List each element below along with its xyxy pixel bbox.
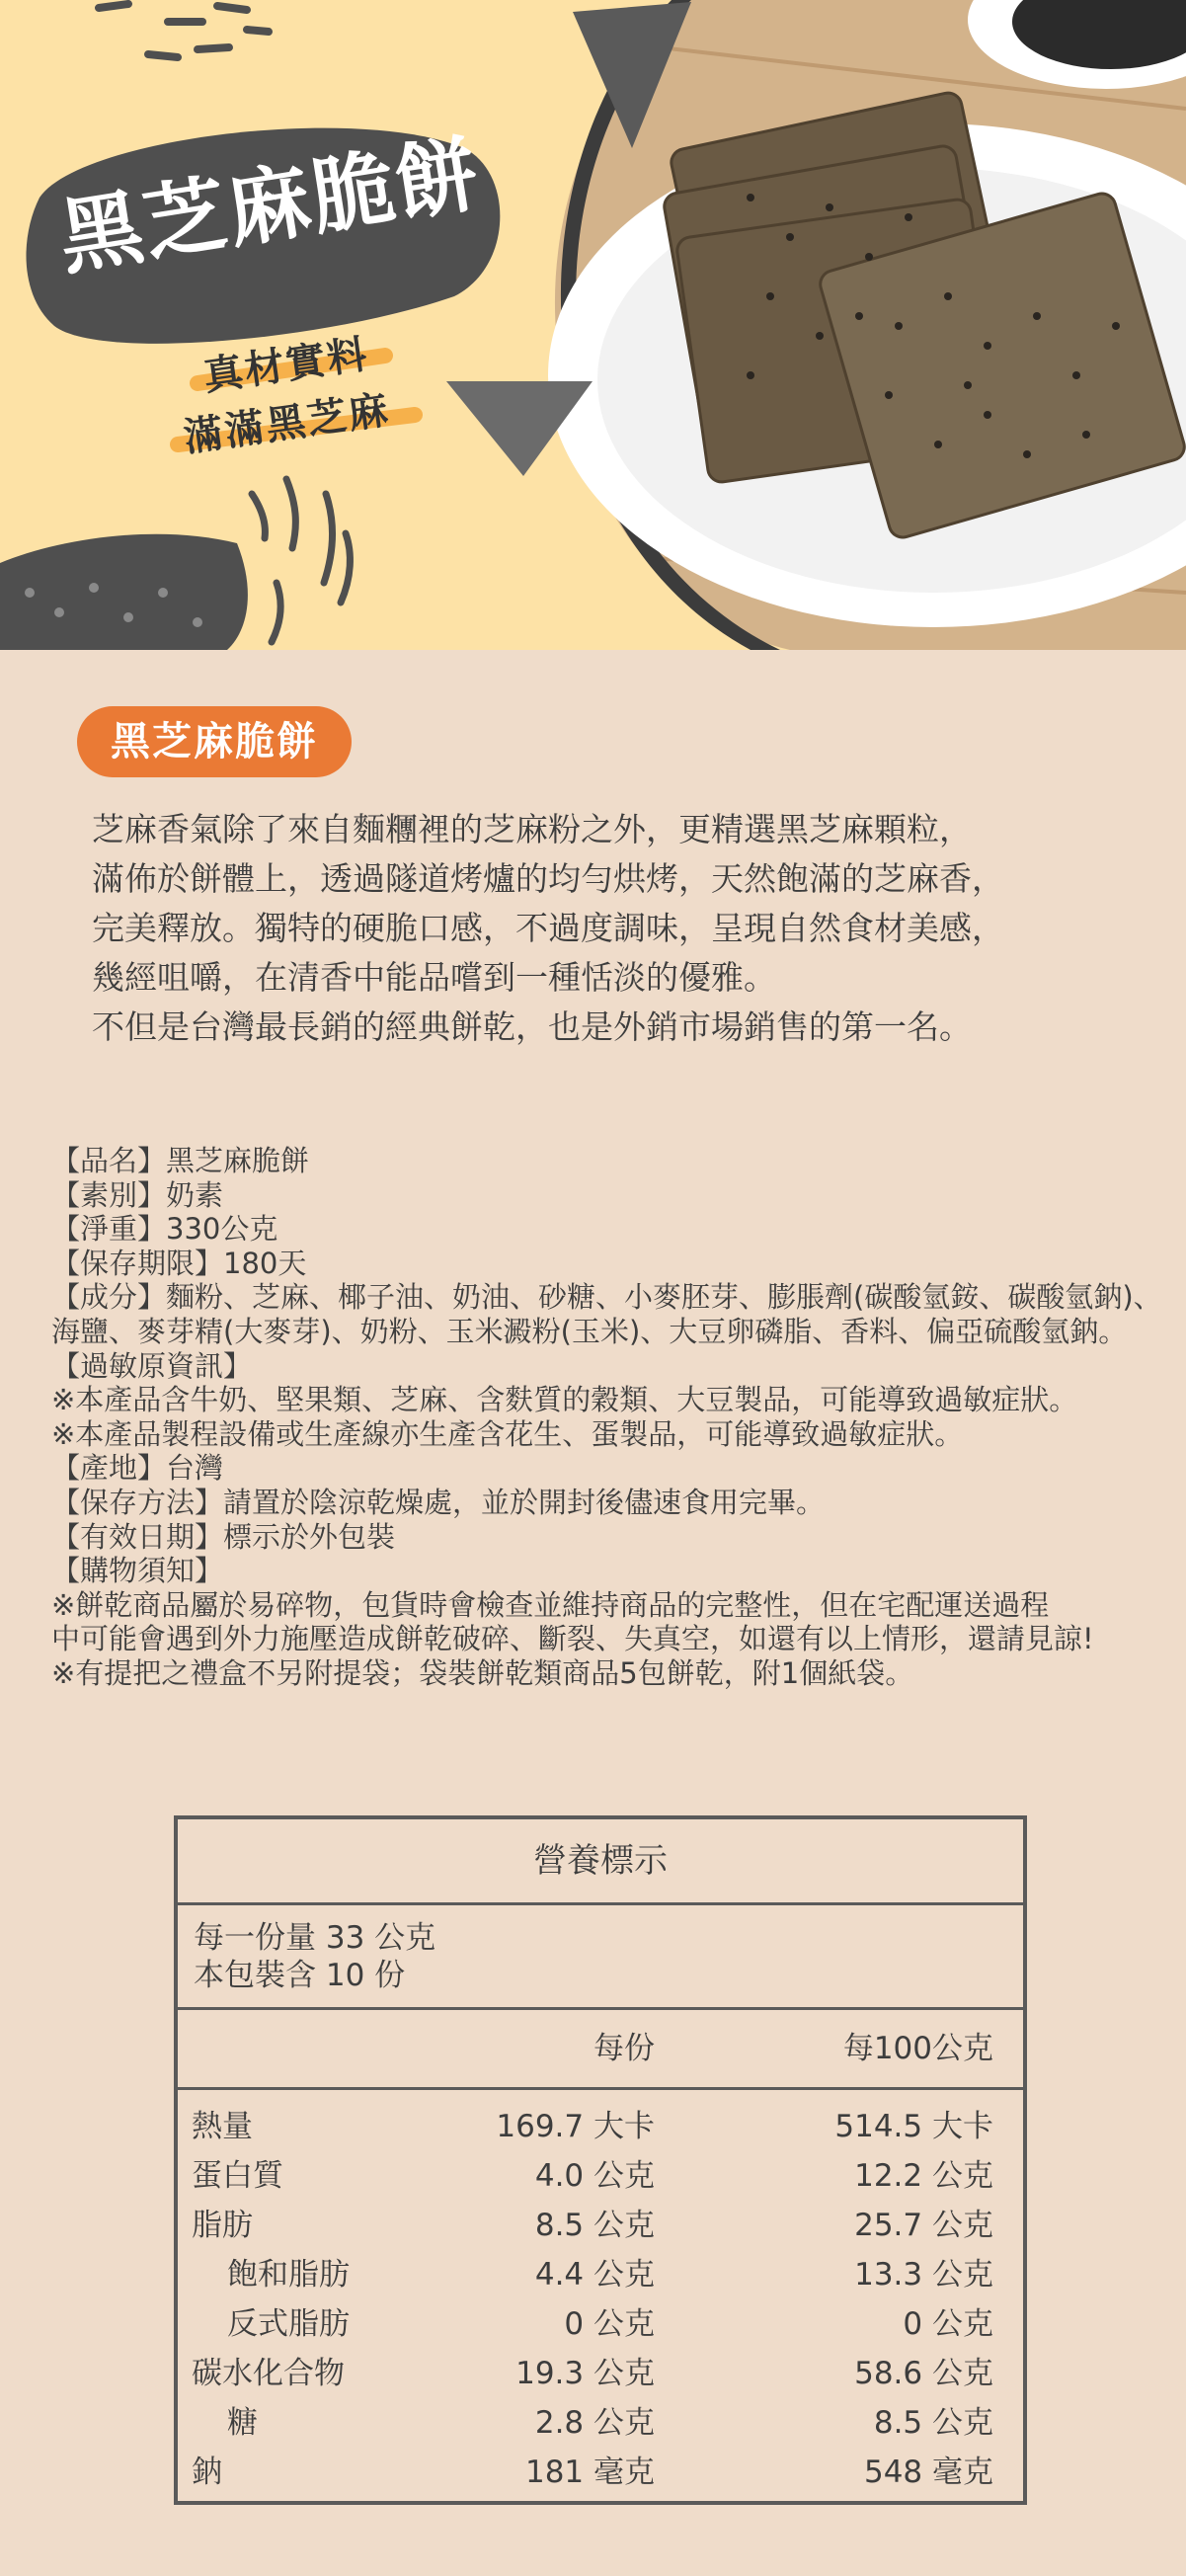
value-per-100g: 514.5 大卡 (834, 2109, 993, 2144)
nutrition-row (178, 2102, 1023, 2151)
col-per-serving: 每份 (593, 2031, 655, 2066)
nutrition-row (178, 2250, 1023, 2299)
nutrition-row (178, 2201, 1023, 2250)
hero-title: 黑芝麻脆餅 (52, 124, 488, 287)
nutrient-name: 飽和脂肪 (227, 2257, 350, 2293)
nutrition-row (178, 2349, 1023, 2398)
hero-tagline-1: 真材實料 (200, 331, 372, 400)
nutrient-name: 熱量 (192, 2109, 253, 2144)
description-line: 滿佈於餅體上，透過隧道烤爐的均勻烘烤，天然飽滿的芝麻香， (92, 859, 1004, 898)
nutrition-row (178, 2151, 1023, 2201)
servings-per-pack: 本包裝含 10 份 (194, 1958, 406, 1993)
hero-illustration (0, 0, 1186, 650)
value-per-serving: 0 公克 (564, 2306, 655, 2342)
nutrition-rows (178, 2090, 1023, 2497)
hero-banner (0, 0, 1186, 650)
value-per-serving: 4.0 公克 (534, 2158, 655, 2194)
serving-size: 每一份量 33 公克 (194, 1920, 436, 1956)
info-line: 海鹽、麥芽精(大麥芽)、奶粉、玉米澱粉(玉米)、大豆卵磷脂、香料、偏亞硫酸氫鈉。 (51, 1314, 1128, 1348)
description-line: 完美釋放。獨特的硬脆口感，不過度調味，呈現自然食材美感， (92, 909, 1004, 947)
info-line: 【過敏原資訊】 (51, 1348, 253, 1383)
nutrition-serving-info (178, 1905, 1023, 2010)
info-line: 中可能會遇到外力施壓造成餅乾破碎、斷裂、失真空，如還有以上情形，還請見諒! (51, 1622, 1094, 1656)
info-line: 【購物須知】 (51, 1554, 224, 1588)
info-line: ※本產品含牛奶、堅果類、芝麻、含麩質的穀類、大豆製品，可能導致過敏症狀。 (51, 1383, 1078, 1417)
product-info (51, 1144, 1162, 1691)
value-per-100g: 548 毫克 (863, 2455, 993, 2490)
value-per-serving: 181 毫克 (524, 2455, 655, 2490)
section-title-pill: 黑芝麻脆餅 (77, 706, 352, 777)
hero-tagline-2: 滿滿黑芝麻 (181, 386, 393, 461)
info-line: 【產地】台灣 (51, 1451, 224, 1486)
description-line: 不但是台灣最長銷的經典餅乾，也是外銷市場銷售的第一名。 (92, 1007, 972, 1046)
value-per-100g: 58.6 公克 (854, 2356, 993, 2391)
info-line: 【品名】黑芝麻脆餅 (51, 1144, 310, 1177)
nutrient-name: 鈉 (192, 2455, 222, 2490)
nutrition-column-headers (178, 2010, 1023, 2090)
value-per-100g: 13.3 公克 (854, 2257, 993, 2293)
value-per-100g: 8.5 公克 (873, 2405, 993, 2441)
value-per-100g: 12.2 公克 (854, 2158, 993, 2194)
nutrient-name: 糖 (227, 2405, 258, 2441)
nutrition-row (178, 2299, 1023, 2349)
value-per-100g: 25.7 公克 (854, 2208, 993, 2243)
info-line: ※有提把之禮盒不另附提袋；袋裝餅乾類商品5包餅乾，附1個紙袋。 (51, 1655, 914, 1690)
info-line: 【素別】奶素 (51, 1177, 224, 1212)
info-line: ※本產品製程設備或生產線亦生產含花生、蛋製品，可能導致過敏症狀。 (51, 1416, 964, 1451)
info-line: 【保存方法】請置於陰涼乾燥處，並於開封後儘速食用完畢。 (51, 1485, 826, 1519)
description-line: 芝麻香氣除了來自麵糰裡的芝麻粉之外，更精選黑芝麻顆粒， (92, 810, 972, 848)
value-per-serving: 2.8 公克 (534, 2405, 655, 2441)
description-line: 幾經咀嚼，在清香中能品嚐到一種恬淡的優雅。 (92, 958, 776, 997)
info-line: 【保存期限】180天 (51, 1246, 307, 1280)
info-line: ※餅乾商品屬於易碎物，包貨時會檢查並維持商品的完整性，但在宅配運送過程 (51, 1587, 1050, 1622)
value-per-100g: 0 公克 (903, 2306, 993, 2342)
info-line: 【淨重】330公克 (51, 1212, 278, 1247)
nutrition-table (174, 1815, 1027, 2505)
nutrient-name: 碳水化合物 (192, 2356, 345, 2391)
nutrition-title: 營養標示 (178, 1819, 1023, 1905)
value-per-serving: 19.3 公克 (515, 2356, 655, 2391)
info-line: 【有效日期】標示於外包裝 (51, 1519, 396, 1554)
nutrient-name: 反式脂肪 (227, 2306, 350, 2342)
value-per-serving: 8.5 公克 (534, 2208, 655, 2243)
nutrition-row (178, 2448, 1023, 2497)
col-per-100g: 每100公克 (842, 2031, 993, 2066)
product-description (92, 805, 1139, 1052)
nutrition-row (178, 2398, 1023, 2448)
nutrient-name: 脂肪 (192, 2208, 253, 2243)
info-line: 【成分】麵粉、芝麻、椰子油、奶油、砂糖、小麥胚芽、膨脹劑(碳酸氫銨、碳酸氫鈉)、 (51, 1280, 1162, 1315)
nutrient-name: 蛋白質 (192, 2158, 283, 2194)
value-per-serving: 169.7 大卡 (496, 2109, 655, 2144)
value-per-serving: 4.4 公克 (534, 2257, 655, 2293)
